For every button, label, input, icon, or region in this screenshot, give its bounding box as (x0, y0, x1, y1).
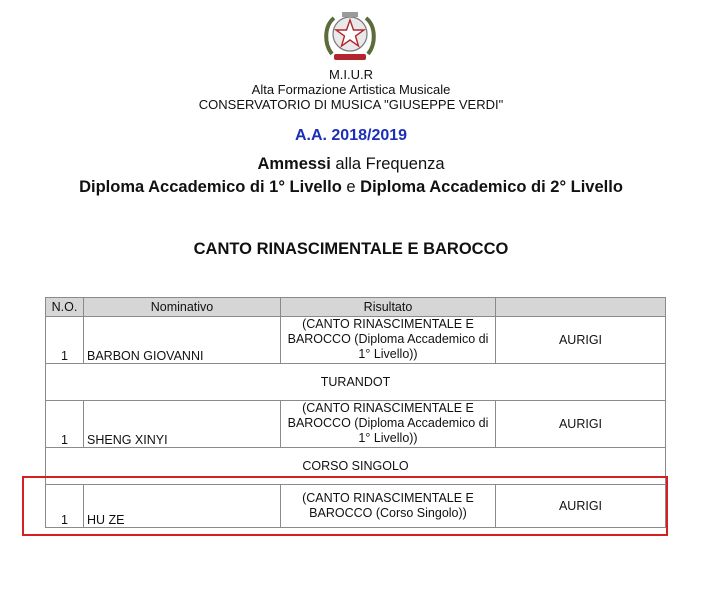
row-number: 1 (46, 401, 84, 448)
title-attendance: alla Frequenza (330, 155, 445, 173)
title-admitted: Ammessi (257, 155, 331, 173)
italian-republic-emblem (322, 8, 378, 66)
division-label: Alta Formazione Artistica Musicale (251, 82, 451, 97)
section-separator-row (46, 448, 666, 485)
row-name: SHENG XINYI (84, 401, 281, 448)
section-label: CORSO SINGOLO (46, 448, 666, 485)
row-name: BARBON GIOVANNI (84, 317, 281, 364)
column-header-no: N.O. (46, 298, 84, 317)
column-header-name: Nominativo (84, 298, 281, 317)
title-diploma-1: Diploma Accademico di 1° Livello (79, 178, 342, 196)
title-diploma-2: Diploma Accademico di 2° Livello (360, 178, 623, 196)
table-row (46, 485, 666, 528)
title-conjunction: e (341, 178, 361, 196)
row-name: HU ZE (84, 485, 281, 528)
title-line-2 (0, 178, 702, 197)
row-teacher: AURIGI (496, 401, 666, 448)
title-line-1 (0, 155, 702, 174)
row-result: (CANTO RINASCIMENTALE E BAROCCO (Diploma Accademico di 1° Livello)) (281, 317, 496, 364)
row-number: 1 (46, 485, 84, 528)
column-header-teacher (496, 298, 666, 317)
section-separator-row (46, 364, 666, 401)
table-row (46, 317, 666, 364)
academic-year: A.A. 2018/2019 (294, 127, 408, 144)
admissions-table (45, 297, 666, 528)
column-header-result: Risultato (281, 298, 496, 317)
table-header-row (46, 298, 666, 317)
row-teacher: AURIGI (496, 485, 666, 528)
row-result: (CANTO RINASCIMENTALE E BAROCCO (Diploma Accademico di 1° Livello)) (281, 401, 496, 448)
institute-label: CONSERVATORIO DI MUSICA "GIUSEPPE VERDI" (198, 97, 504, 112)
table-row (46, 401, 666, 448)
section-label: TURANDOT (46, 364, 666, 401)
row-teacher: AURIGI (496, 317, 666, 364)
row-result: (CANTO RINASCIMENTALE E BAROCCO (Corso Singolo)) (281, 485, 496, 528)
subject-title: CANTO RINASCIMENTALE E BAROCCO (193, 240, 509, 258)
row-number: 1 (46, 317, 84, 364)
ministry-label: M.I.U.R (328, 67, 374, 82)
